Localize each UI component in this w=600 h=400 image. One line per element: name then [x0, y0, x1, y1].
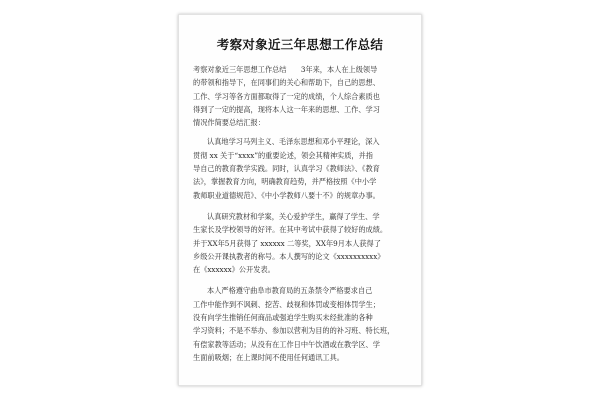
paragraph-line: 法》，掌握教育方向，明确教育趋势，并严格按照《中小学: [193, 177, 377, 187]
paragraph-study: [193, 135, 411, 201]
paragraph-line: 认真地学习马列主义、毛泽东思想和邓小平理论，深入: [207, 137, 380, 147]
paragraph-discipline: [193, 284, 411, 364]
paragraph-line: 在《xxxxxx》公开发表。: [193, 265, 275, 275]
paragraph-intro: [193, 63, 411, 129]
paragraph-line: 本人严格遵守曲阜市教育局的五条禁令严格要求自己: [207, 286, 373, 296]
paragraph-line: 乡级公开课执教者的称号。本人撰写的论文《xxxxxxxxxx》: [193, 251, 385, 261]
document-page: [178, 14, 422, 386]
paragraph-line: 教师职业道德规范》、《中小学教师八要十不》的规章办事。: [193, 190, 380, 200]
document-title: 考察对象近三年思想工作总结: [216, 37, 384, 52]
paragraph-line: 考察对象近三年思想工作总结 3年来，本人在上级领导: [193, 65, 378, 74]
paragraph-line: 贯彻 xx 关于“xxxx”的重要论述，领会其精神实质，并指: [193, 150, 373, 160]
paragraph-line: 认真研究教材和学案，关心爱护学生，赢得了学生、学: [207, 211, 380, 221]
paragraph-line: 工作、学习等各方面都取得了一定的成绩，个人综合素质也: [193, 91, 380, 101]
paragraph-line: 没有向学生推销任何商品或强迫学生购买未经批准的各种: [193, 313, 373, 323]
paragraph-line: 并于XX年5月获得了 xxxxxx 二等奖，XX年9月本人获得了: [193, 238, 381, 248]
document-body: [193, 63, 411, 372]
paragraph-line: 生面前吸烟；在上课时间不使用任何通讯工具。: [193, 352, 344, 362]
paragraph-line: 学习资料；不是不举办、参加以营利为目的的补习班、特长班，: [193, 326, 395, 336]
paragraph-line: 的带领和指导下，在同事们的关心和帮助下，自己的思想、: [193, 78, 380, 88]
paragraph-line: 生家长及学校领导的好评。在其中考试中获得了较好的成绩。: [193, 225, 388, 235]
paragraph-line: 有偿家教等活动；从没有在工作日中午饮酒或在教学区、学: [193, 339, 380, 349]
paragraph-line: 得到了一定的提高，现将本人这一年来的思想、工作、学习: [193, 104, 380, 114]
paragraph-line: 工作中能作到不讽刺、挖苦、歧视和体罚或变相体罚学生；: [193, 299, 380, 309]
paragraph-teaching: [193, 210, 411, 276]
paragraph-line: 导自己的教育教学实践。同时，认真学习《教师法》、《教育: [193, 164, 380, 174]
paragraph-line: 情况作简要总结汇报：: [193, 118, 265, 128]
